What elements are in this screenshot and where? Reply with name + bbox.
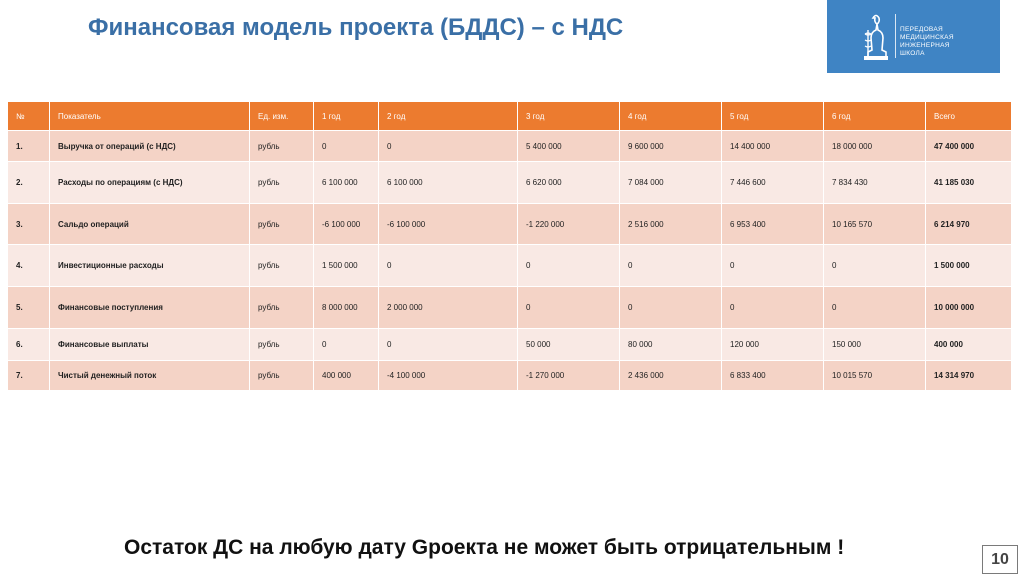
value-cell: 0: [722, 245, 824, 287]
value-cell: -6 100 000: [379, 204, 518, 245]
value-cell: 0: [620, 245, 722, 287]
value-cell: 80 000: [620, 329, 722, 361]
header-cell: 3 год: [518, 102, 620, 131]
value-cell: 8 000 000: [314, 287, 379, 329]
value-cell: 0: [379, 131, 518, 162]
value-cell: 6 953 400: [722, 204, 824, 245]
table-row: [8, 329, 1012, 361]
indicator-name: Финансовые поступления: [50, 287, 250, 329]
row-number: 4.: [8, 245, 50, 287]
value-cell: 2 000 000: [379, 287, 518, 329]
total-cell: 14 314 970: [926, 361, 1012, 391]
row-number: 6.: [8, 329, 50, 361]
table-row: [8, 162, 1012, 204]
row-number: 3.: [8, 204, 50, 245]
value-cell: -6 100 000: [314, 204, 379, 245]
value-cell: 2 436 000: [620, 361, 722, 391]
indicator-name: Финансовые выплаты: [50, 329, 250, 361]
unit-cell: рубль: [250, 287, 314, 329]
header-cell: №: [8, 102, 50, 131]
value-cell: 18 000 000: [824, 131, 926, 162]
row-number: 1.: [8, 131, 50, 162]
header-cell: Ед. изм.: [250, 102, 314, 131]
indicator-name: Инвестиционные расходы: [50, 245, 250, 287]
table-row: [8, 204, 1012, 245]
table-header-row: [8, 102, 1012, 131]
value-cell: 6 833 400: [722, 361, 824, 391]
value-cell: 0: [379, 245, 518, 287]
value-cell: 9 600 000: [620, 131, 722, 162]
value-cell: 0: [518, 245, 620, 287]
value-cell: -1 220 000: [518, 204, 620, 245]
header-cell: Показатель: [50, 102, 250, 131]
indicator-name: Сальдо операций: [50, 204, 250, 245]
row-number: 7.: [8, 361, 50, 391]
value-cell: 0: [824, 245, 926, 287]
value-cell: 400 000: [314, 361, 379, 391]
value-cell: -1 270 000: [518, 361, 620, 391]
value-cell: 7 834 430: [824, 162, 926, 204]
indicator-name: Выручка от операций (с НДС): [50, 131, 250, 162]
value-cell: 0: [620, 287, 722, 329]
value-cell: 10 165 570: [824, 204, 926, 245]
header-cell: 1 год: [314, 102, 379, 131]
value-cell: 0: [518, 287, 620, 329]
cashflow-table: [7, 101, 1012, 391]
row-number: 5.: [8, 287, 50, 329]
table-row: [8, 131, 1012, 162]
value-cell: 7 446 600: [722, 162, 824, 204]
value-cell: 0: [314, 131, 379, 162]
value-cell: 6 100 000: [379, 162, 518, 204]
asclepius-figure-icon: [860, 12, 892, 62]
header-cell: 2 год: [379, 102, 518, 131]
logo-line: ШКОЛА: [900, 50, 925, 57]
value-cell: 6 100 000: [314, 162, 379, 204]
logo-line: ПЕРЕДОВАЯ: [900, 26, 943, 33]
logo-text: [900, 26, 996, 58]
value-cell: 6 620 000: [518, 162, 620, 204]
indicator-name: Чистый денежный поток: [50, 361, 250, 391]
header-cell: 6 год: [824, 102, 926, 131]
slide-title: Финансовая модель проекта (БДДС) – с НДС: [88, 14, 624, 41]
value-cell: 150 000: [824, 329, 926, 361]
value-cell: 10 015 570: [824, 361, 926, 391]
value-cell: 0: [722, 287, 824, 329]
total-cell: 10 000 000: [926, 287, 1012, 329]
page-number: 10: [982, 545, 1018, 574]
value-cell: -4 100 000: [379, 361, 518, 391]
value-cell: 120 000: [722, 329, 824, 361]
unit-cell: рубль: [250, 329, 314, 361]
total-cell: 400 000: [926, 329, 1012, 361]
value-cell: 14 400 000: [722, 131, 824, 162]
total-cell: 1 500 000: [926, 245, 1012, 287]
unit-cell: рубль: [250, 162, 314, 204]
indicator-name: Расходы по операциям (с НДС): [50, 162, 250, 204]
value-cell: 0: [314, 329, 379, 361]
logo-line: ИНЖЕНЕРНАЯ: [900, 42, 950, 49]
total-cell: 6 214 970: [926, 204, 1012, 245]
value-cell: 2 516 000: [620, 204, 722, 245]
unit-cell: рубль: [250, 361, 314, 391]
value-cell: 5 400 000: [518, 131, 620, 162]
logo-line: МЕДИЦИНСКАЯ: [900, 34, 954, 41]
row-number: 2.: [8, 162, 50, 204]
footer-note: Остаток ДС на любую дату Gроекта не может быть отрицательным !: [124, 536, 845, 559]
total-cell: 47 400 000: [926, 131, 1012, 162]
table-row: [8, 361, 1012, 391]
value-cell: 1 500 000: [314, 245, 379, 287]
cashflow-table-container: [7, 101, 1011, 391]
header-cell: 4 год: [620, 102, 722, 131]
value-cell: 0: [824, 287, 926, 329]
total-cell: 41 185 030: [926, 162, 1012, 204]
unit-cell: рубль: [250, 204, 314, 245]
value-cell: 7 084 000: [620, 162, 722, 204]
unit-cell: рубль: [250, 245, 314, 287]
header-cell: 5 год: [722, 102, 824, 131]
logo-divider: [895, 14, 896, 58]
value-cell: 0: [379, 329, 518, 361]
school-logo: [827, 0, 1000, 73]
table-row: [8, 287, 1012, 329]
header-cell: Всего: [926, 102, 1012, 131]
unit-cell: рубль: [250, 131, 314, 162]
table-row: [8, 245, 1012, 287]
value-cell: 50 000: [518, 329, 620, 361]
